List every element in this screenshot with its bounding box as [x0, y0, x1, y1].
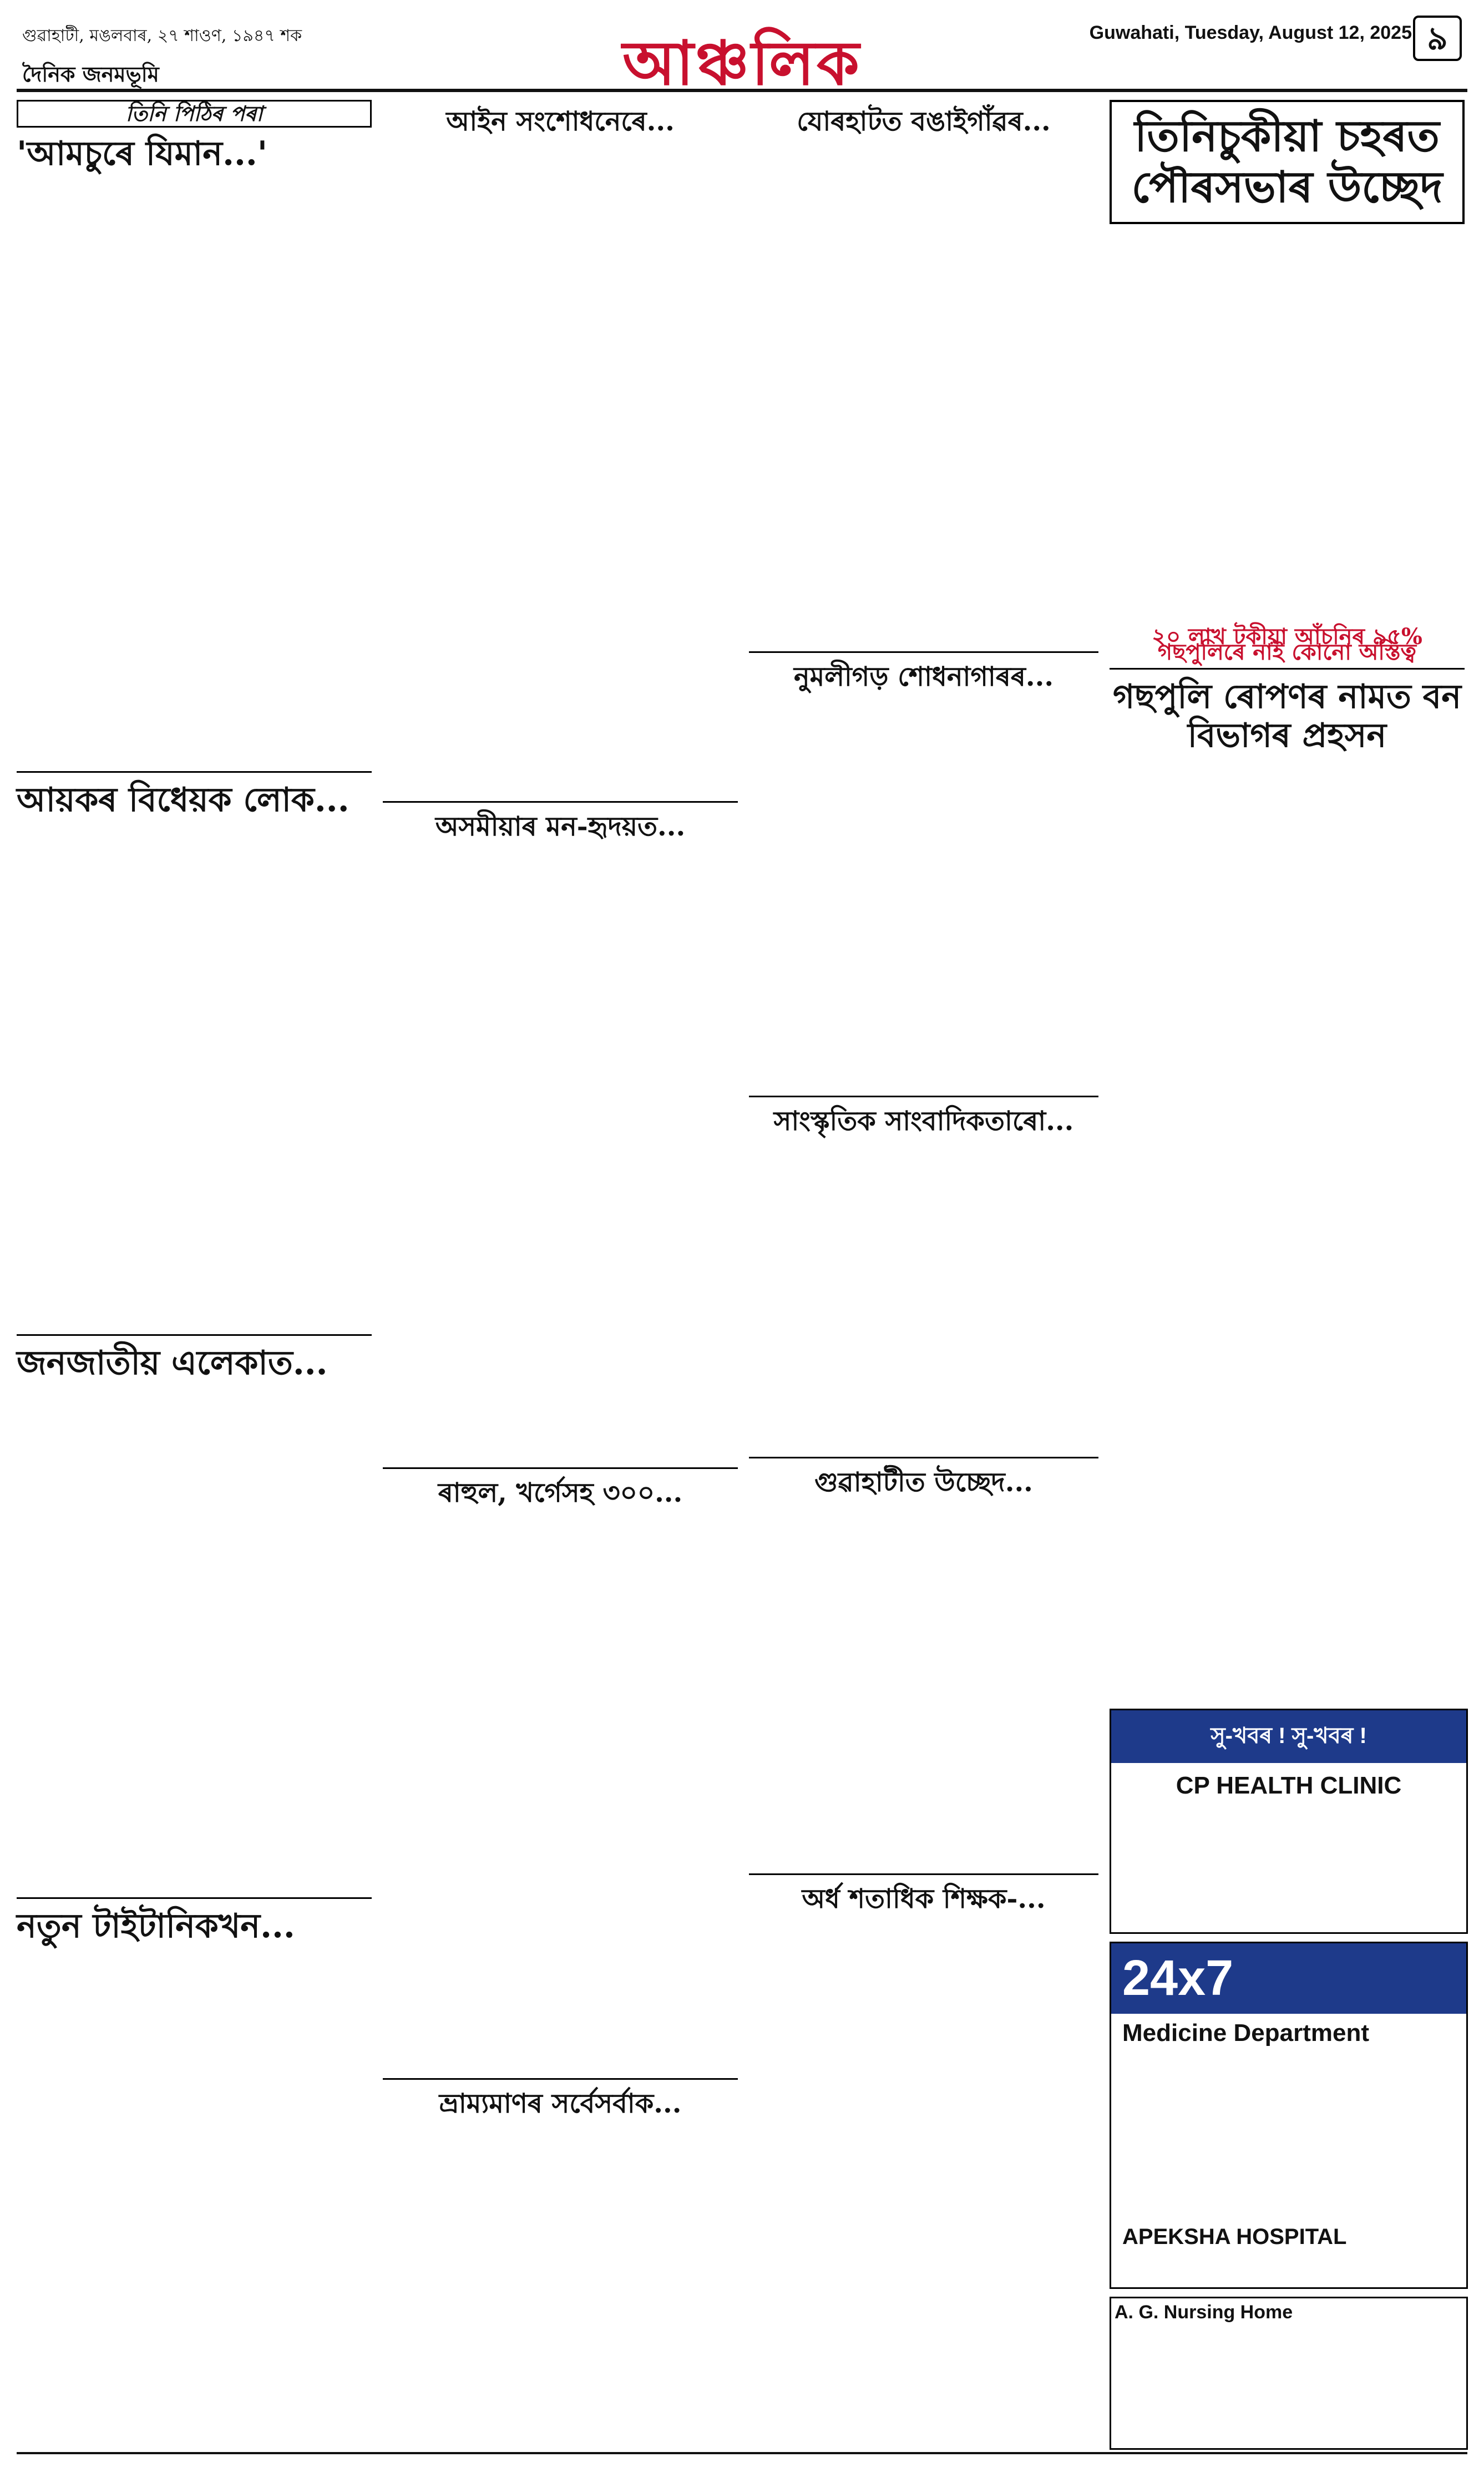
divider	[749, 651, 1098, 653]
column-3	[749, 100, 1098, 1922]
ad-hospital-name: APEKSHA HOSPITAL	[1122, 2225, 1347, 2249]
divider	[1110, 668, 1465, 670]
ad-nursing-home[interactable]	[1110, 2297, 1468, 2450]
divider	[17, 771, 372, 773]
highlight-text: ২০ লাখ টকীয়া আঁচনিৰ ৯৫% গছপুলিৰে নাই কোনো অস্তিত্ব	[1152, 624, 1422, 665]
article-body	[17, 1390, 372, 1889]
divider	[17, 1334, 372, 1336]
headline: ভ্ৰাম্যমাণৰ সৰ্বেসৰ্বাক...	[439, 2088, 682, 2119]
article-body	[749, 1505, 1098, 1866]
divider	[17, 1897, 372, 1899]
headline: ৰাহুল, খৰ্গেসহ ৩০০...	[438, 1477, 683, 1508]
headline: জনজাতীয় এলেকাত...	[17, 1344, 328, 1382]
headline: আইন সংশোধনেৰে...	[446, 106, 675, 137]
ad-title: সু-খবৰ ! সু-খবৰ !	[1111, 1710, 1466, 1763]
headline: আয়কৰ বিধেয়ক লোক...	[17, 781, 350, 819]
article-body	[17, 827, 372, 1326]
header-rule	[17, 89, 1467, 92]
headline: অসমীয়াৰ মন-হৃদয়ত...	[435, 811, 686, 842]
footer-rule	[17, 2452, 1467, 2454]
divider	[383, 801, 738, 803]
article-body	[1110, 224, 1465, 624]
ad-clinic-name: CP HEALTH CLINIC	[1176, 1772, 1402, 1799]
divider	[383, 2078, 738, 2080]
headline: গছপুলি ৰোপণৰ নামত বন বিভাগৰ প্ৰহসন	[1112, 677, 1462, 755]
headline: 'আমচুৰে যিমান...'	[17, 134, 268, 173]
article-body	[383, 849, 738, 1460]
column-4	[1110, 100, 1465, 763]
divider	[749, 1873, 1098, 1875]
headline: নুমলীগড় শোধনাগাৰৰ...	[793, 661, 1054, 692]
header-date-as: গুৱাহাটী, মঙলবাৰ, ২৭ শাওণ, ১৯৪৭ শক	[22, 26, 302, 45]
kicker: তিনি পিঠিৰ পৰা	[17, 100, 372, 128]
divider	[383, 1467, 738, 1469]
divider	[749, 1096, 1098, 1097]
article-body	[749, 144, 1098, 644]
headline: নতুন টাইটানিকখন...	[17, 1907, 295, 1946]
article-body	[383, 1516, 738, 2070]
divider	[749, 1457, 1098, 1458]
article-body	[17, 181, 372, 763]
page-number: ৯	[1413, 16, 1462, 61]
headline: যোৰহাটত বঙাইগাঁৱৰ...	[797, 106, 1051, 137]
masthead: আঞ্চলিক	[622, 27, 862, 99]
article-body	[749, 1144, 1098, 1449]
headline: অৰ্ধ শতাধিক শিক্ষক-...	[802, 1883, 1046, 1914]
headline: সাংস্কৃতিক সাংবাদিকতাৰো...	[773, 1106, 1074, 1137]
headline: গুৱাহাটীত উচ্ছেদ...	[814, 1467, 1033, 1498]
headline-box: তিনিচুকীয়া চহৰত পৌৰসভাৰ উচ্ছেদ	[1110, 100, 1465, 224]
article-body	[749, 700, 1098, 1088]
ad-nursing-home-name: A. G. Nursing Home	[1115, 2302, 1293, 2323]
column-1	[17, 100, 372, 1953]
header-date-en: Guwahati, Tuesday, August 12, 2025	[1089, 22, 1412, 43]
column-2	[383, 100, 738, 2126]
ad-apeksha-hospital[interactable]	[1110, 1942, 1468, 2289]
header-brand: দৈনিক জনমভূমি	[22, 62, 159, 87]
ad-headline: 24x7	[1111, 1943, 1466, 2014]
article-body	[383, 144, 738, 793]
ad-subhead: Medicine Department	[1122, 2019, 1369, 2046]
ad-cp-health-clinic[interactable]	[1110, 1709, 1468, 1934]
